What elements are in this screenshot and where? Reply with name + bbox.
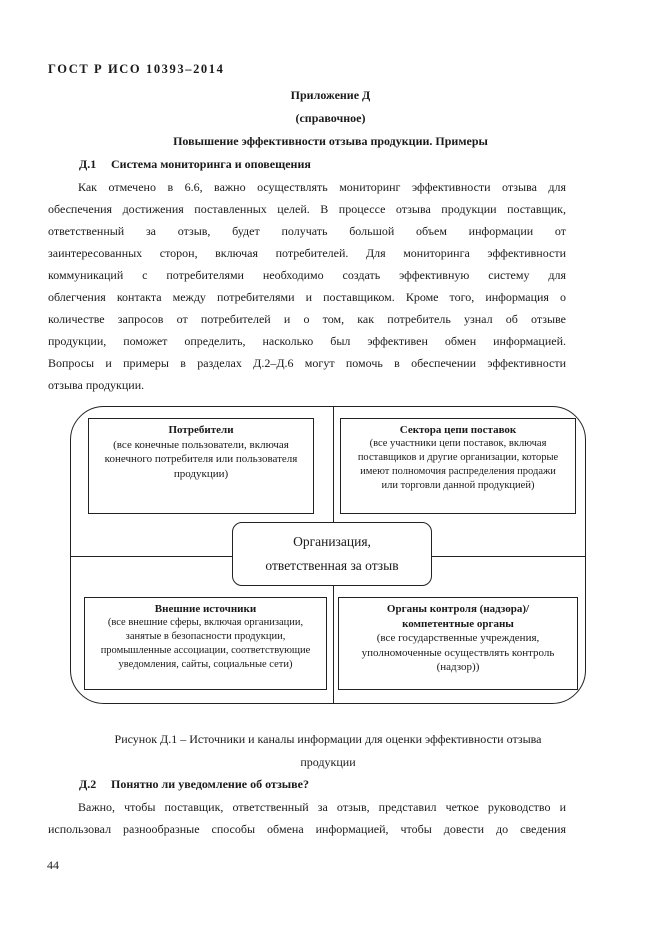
consumers-description: (все конечные пользователи, включая конечного потребителя или пользователя продукции) xyxy=(104,438,298,480)
section-d2-heading xyxy=(79,777,309,792)
section-d2-paragraph xyxy=(48,796,566,840)
page-number: 44 xyxy=(47,858,59,872)
supply-chain-title: Сектора цепи поставок xyxy=(399,424,517,436)
paragraph-line: Вопросы и примеры в разделах Д.2–Д.6 могут помочь в обеспечении эффективности xyxy=(48,356,566,370)
paragraph-line: количестве запросов от потребителей и о том, как потребитель узнал об отзыве xyxy=(48,312,566,326)
figure-caption-line2: продукции xyxy=(300,755,356,769)
paragraph-line: использовал разнообразные способы обмена информацией, чтобы довести до сведения xyxy=(48,822,566,836)
section-d2-number: Д.2 xyxy=(79,777,97,791)
paragraph-line: коммуникаций с потребителями необходимо создать эффективную систему для xyxy=(48,268,566,282)
supply-chain-description: (все участники цепи поставок, включая поставщиков и другие организации, которые имеют полномочия распределения продажи или торговли данной продукцией) xyxy=(357,438,559,491)
paragraph-line: отзыва продукции. xyxy=(48,378,145,392)
paragraph-line: обеспечения достижения поставленных целей. В процессе отзыва продукции поставщик, xyxy=(48,202,566,216)
paragraph-line: Важно, чтобы поставщик, ответственный за отзыв, представил четкое руководство и xyxy=(78,800,566,814)
appendix-type: (справочное) xyxy=(295,111,366,125)
responsible-organization-box xyxy=(232,522,432,586)
external-sources-title: Внешние источники xyxy=(154,603,257,615)
appendix-title: Приложение Д xyxy=(290,88,371,102)
paragraph-line: Как отмечено в 6.6, важно осуществлять мониторинг эффективности отзыва для xyxy=(78,180,566,194)
responsible-organization-line2: ответственная за отзыв xyxy=(265,558,399,573)
consumers-box xyxy=(88,418,314,514)
control-bodies-title: Органы контроля (надзора)/ компетентные органы xyxy=(386,603,530,630)
control-bodies-description: (все государственные учреждения, уполномоченные осуществлять контроль (надзор)) xyxy=(361,632,555,673)
external-sources-description: (все внешние сферы, включая организации, занятые в безопасности продукции, промышленные ассоциации, соответствующие уведомления, сайты, социальные сети) xyxy=(100,617,311,670)
control-bodies-box xyxy=(338,597,578,690)
section-d2-title: Понятно ли уведомление об отзыве? xyxy=(111,777,309,791)
section-d1-number: Д.1 xyxy=(79,157,97,171)
section-d1-title: Система мониторинга и оповещения xyxy=(111,157,311,171)
document-code: ГОСТ Р ИСО 10393–2014 xyxy=(48,62,225,76)
section-d1-paragraph xyxy=(48,176,566,396)
external-sources-box xyxy=(84,597,327,690)
section-d1-heading xyxy=(79,157,311,172)
supply-chain-box xyxy=(340,418,576,514)
paragraph-line: заинтересованных сторон, включая потребителей. Для мониторинга эффективности xyxy=(48,246,566,260)
responsible-organization-line1: Организация, xyxy=(293,534,371,549)
paragraph-line: облегчения контакта между потребителями и поставщиком. Кроме того, информация о xyxy=(48,290,566,304)
consumers-title: Потребители xyxy=(168,424,234,436)
paragraph-line: ответственный за отзыв, будет получать большой объем информации от xyxy=(48,224,566,238)
appendix-heading: Повышение эффективности отзыва продукции. Примеры xyxy=(173,134,488,148)
figure-caption-line1: Рисунок Д.1 – Источники и каналы информации для оценки эффективности отзыва xyxy=(114,732,542,746)
paragraph-line: продукции, поможет определить, насколько был эффективен обмен информацией. xyxy=(48,334,566,348)
